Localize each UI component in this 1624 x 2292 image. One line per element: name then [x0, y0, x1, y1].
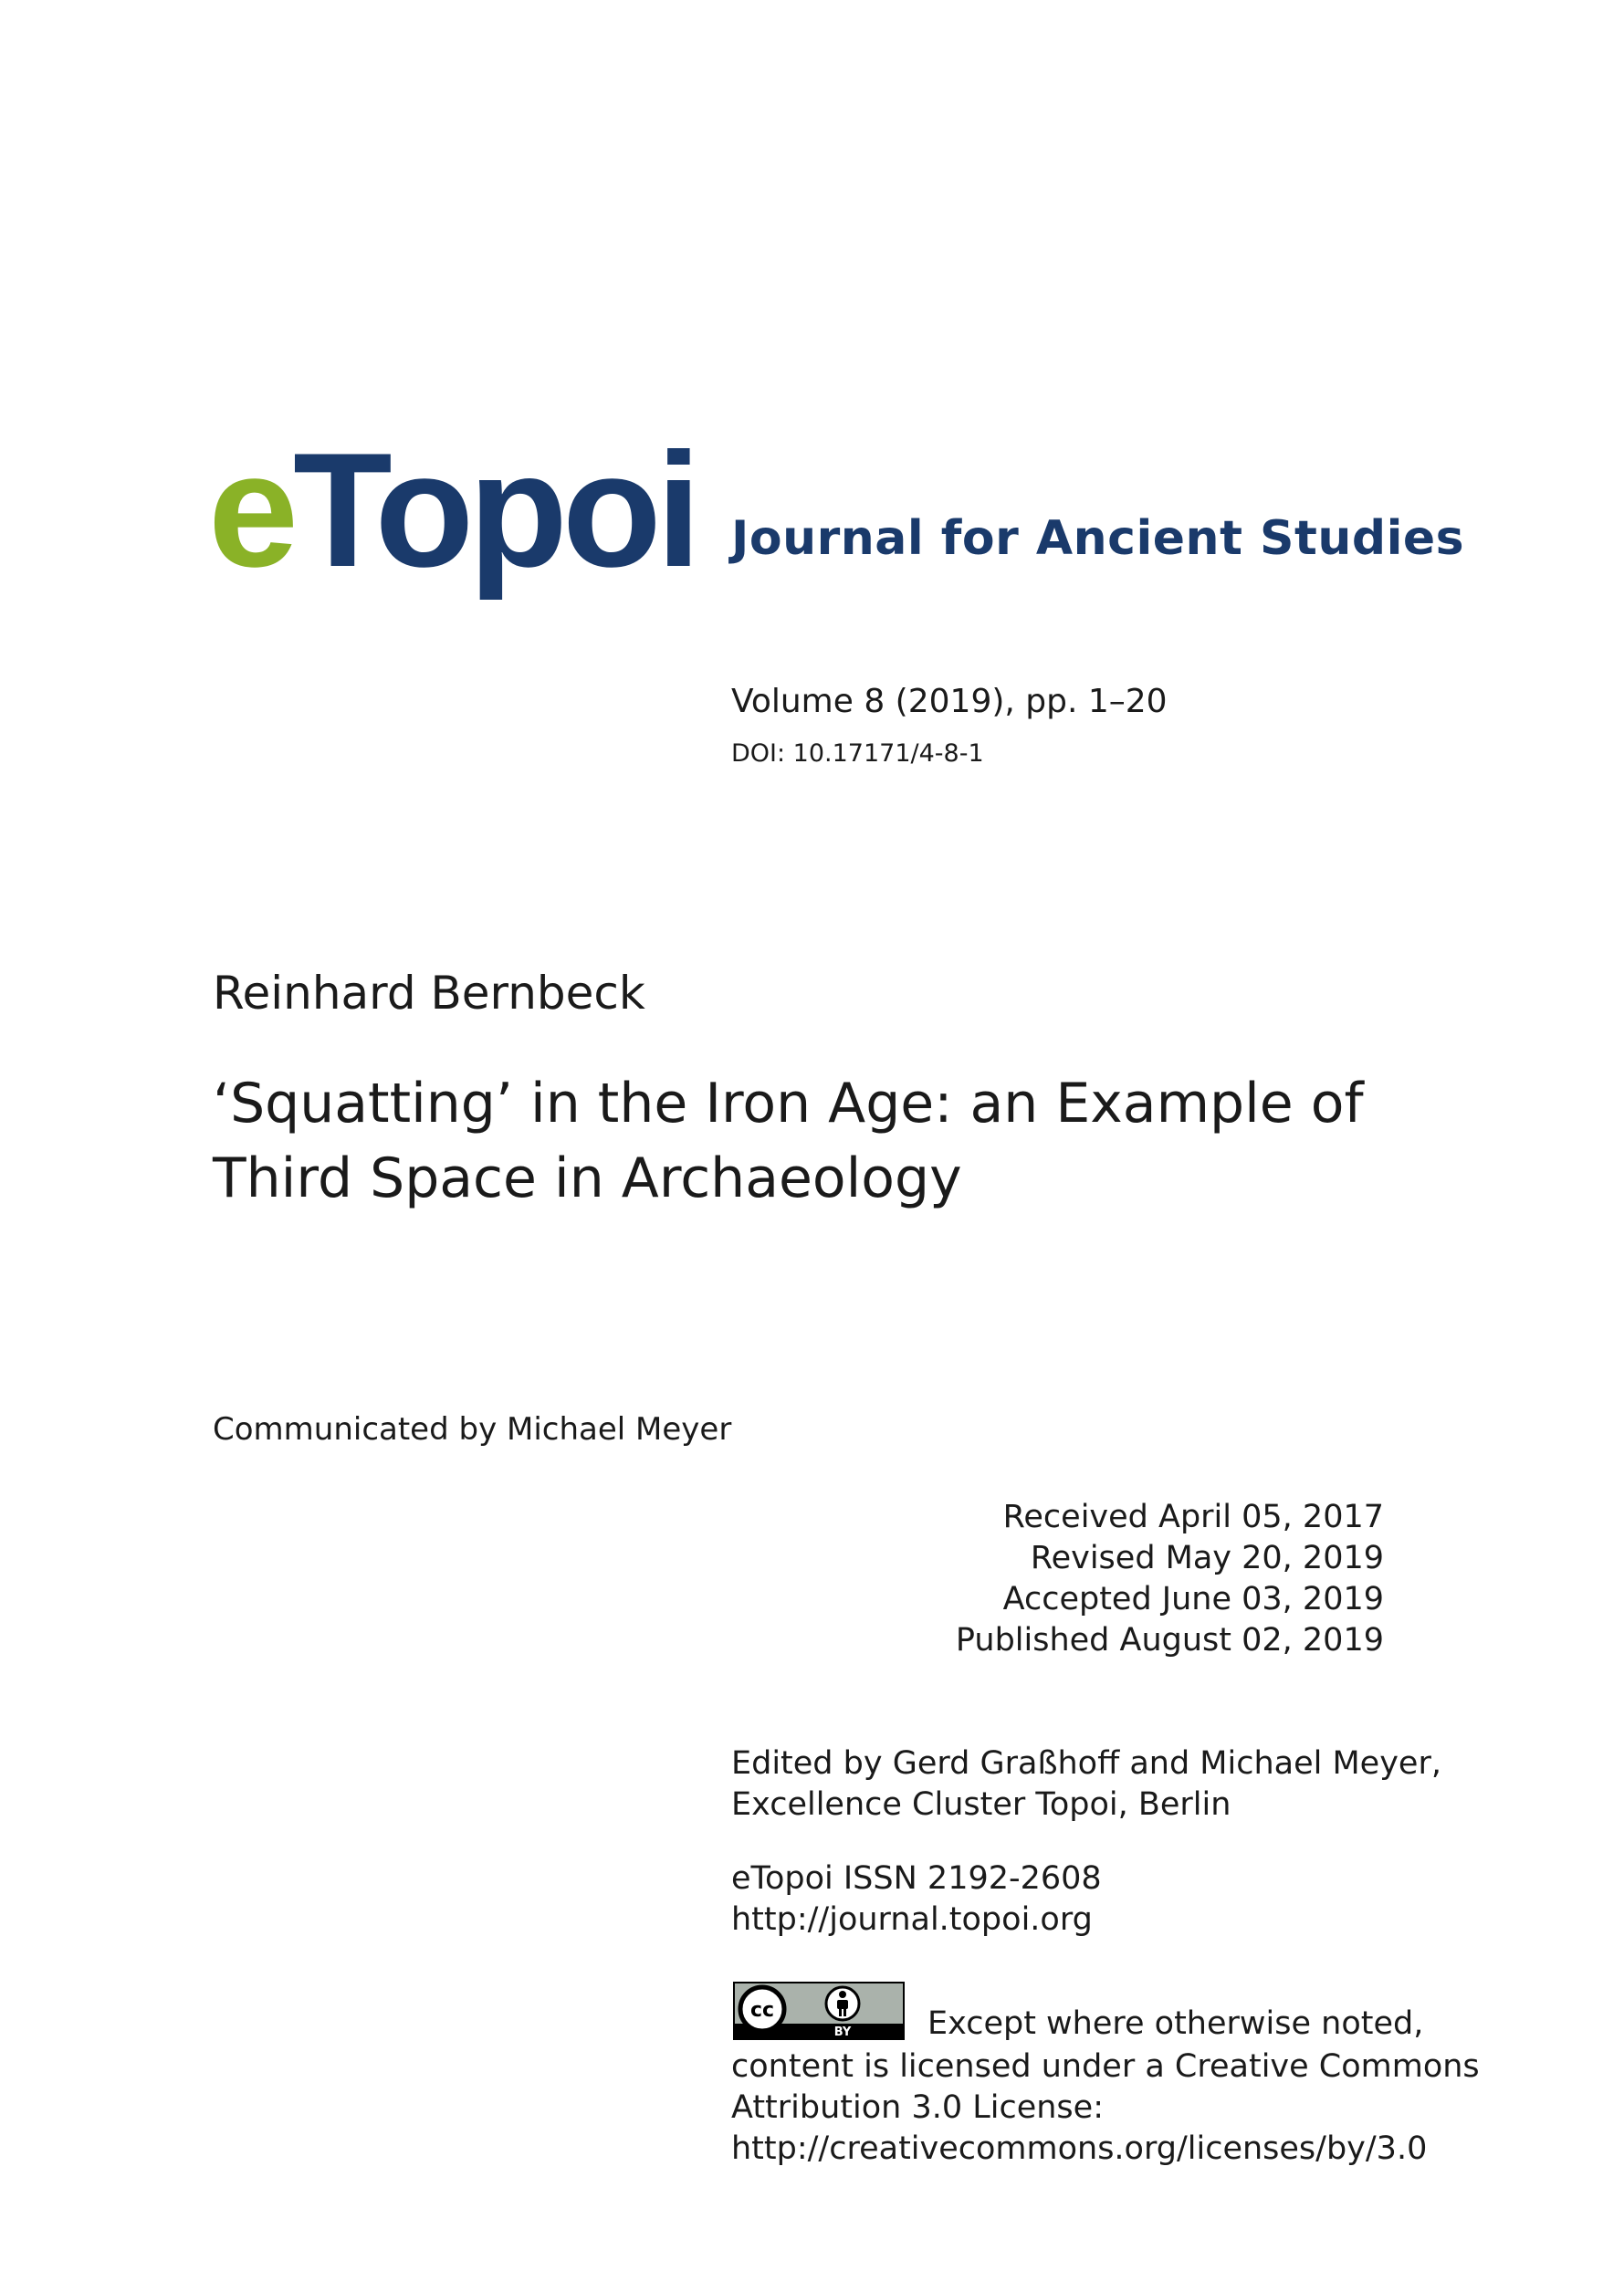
logo-topoi: Topoi: [293, 419, 697, 601]
editors-info: [731, 1743, 1441, 1826]
issn-info: [731, 1858, 1102, 1941]
logo-e: e: [208, 419, 293, 601]
date-accepted: Accepted June 03, 2019: [1002, 1581, 1384, 1617]
date-received: Received April 05, 2017: [1002, 1499, 1384, 1535]
article-title-line: ‘Squatting’ in the Iron Age: an Example of: [213, 1072, 1364, 1136]
editors-line: Edited by Gerd Graßhoff and Michael Meyer,: [731, 1745, 1441, 1782]
article-title-line: Third Space in Archaeology: [213, 1146, 962, 1210]
journal-url-link[interactable]: http://journal.topoi.org: [731, 1901, 1093, 1938]
volume-info: Volume 8 (2019), pp. 1–20: [731, 683, 1168, 720]
author-name: Reinhard Bernbeck: [213, 967, 645, 1020]
license-text: [731, 2046, 1480, 2170]
doi: DOI: 10.17171/4-8-1: [731, 739, 984, 768]
editors-line: Excellence Cluster Topoi, Berlin: [731, 1786, 1231, 1823]
article-title: [213, 1066, 1399, 1216]
publication-dates: [956, 1497, 1384, 1661]
issn-line: eTopoi ISSN 2192-2608: [731, 1860, 1102, 1897]
license-url-link[interactable]: http://creativecommons.org/licenses/by/3.0: [731, 2130, 1428, 2167]
date-published: Published August 02, 2019: [955, 1622, 1384, 1659]
by-badge-text: BY: [833, 2025, 852, 2039]
journal-subtitle: Journal for Ancient Studies: [731, 511, 1465, 566]
etopoi-logo: [208, 419, 697, 601]
date-revised: Revised May 20, 2019: [1030, 1540, 1384, 1576]
communicated-by: Communicated by Michael Meyer: [213, 1411, 732, 1448]
license-text-line: Attribution 3.0 License:: [731, 2089, 1104, 2126]
creative-commons-by-icon[interactable]: [733, 1982, 905, 2040]
license-text-line: Except where otherwise noted,: [927, 2005, 1424, 2042]
cc-badge-text: cc: [749, 1999, 775, 2022]
license-text-line: content is licensed under a Creative Commons: [731, 2048, 1480, 2085]
